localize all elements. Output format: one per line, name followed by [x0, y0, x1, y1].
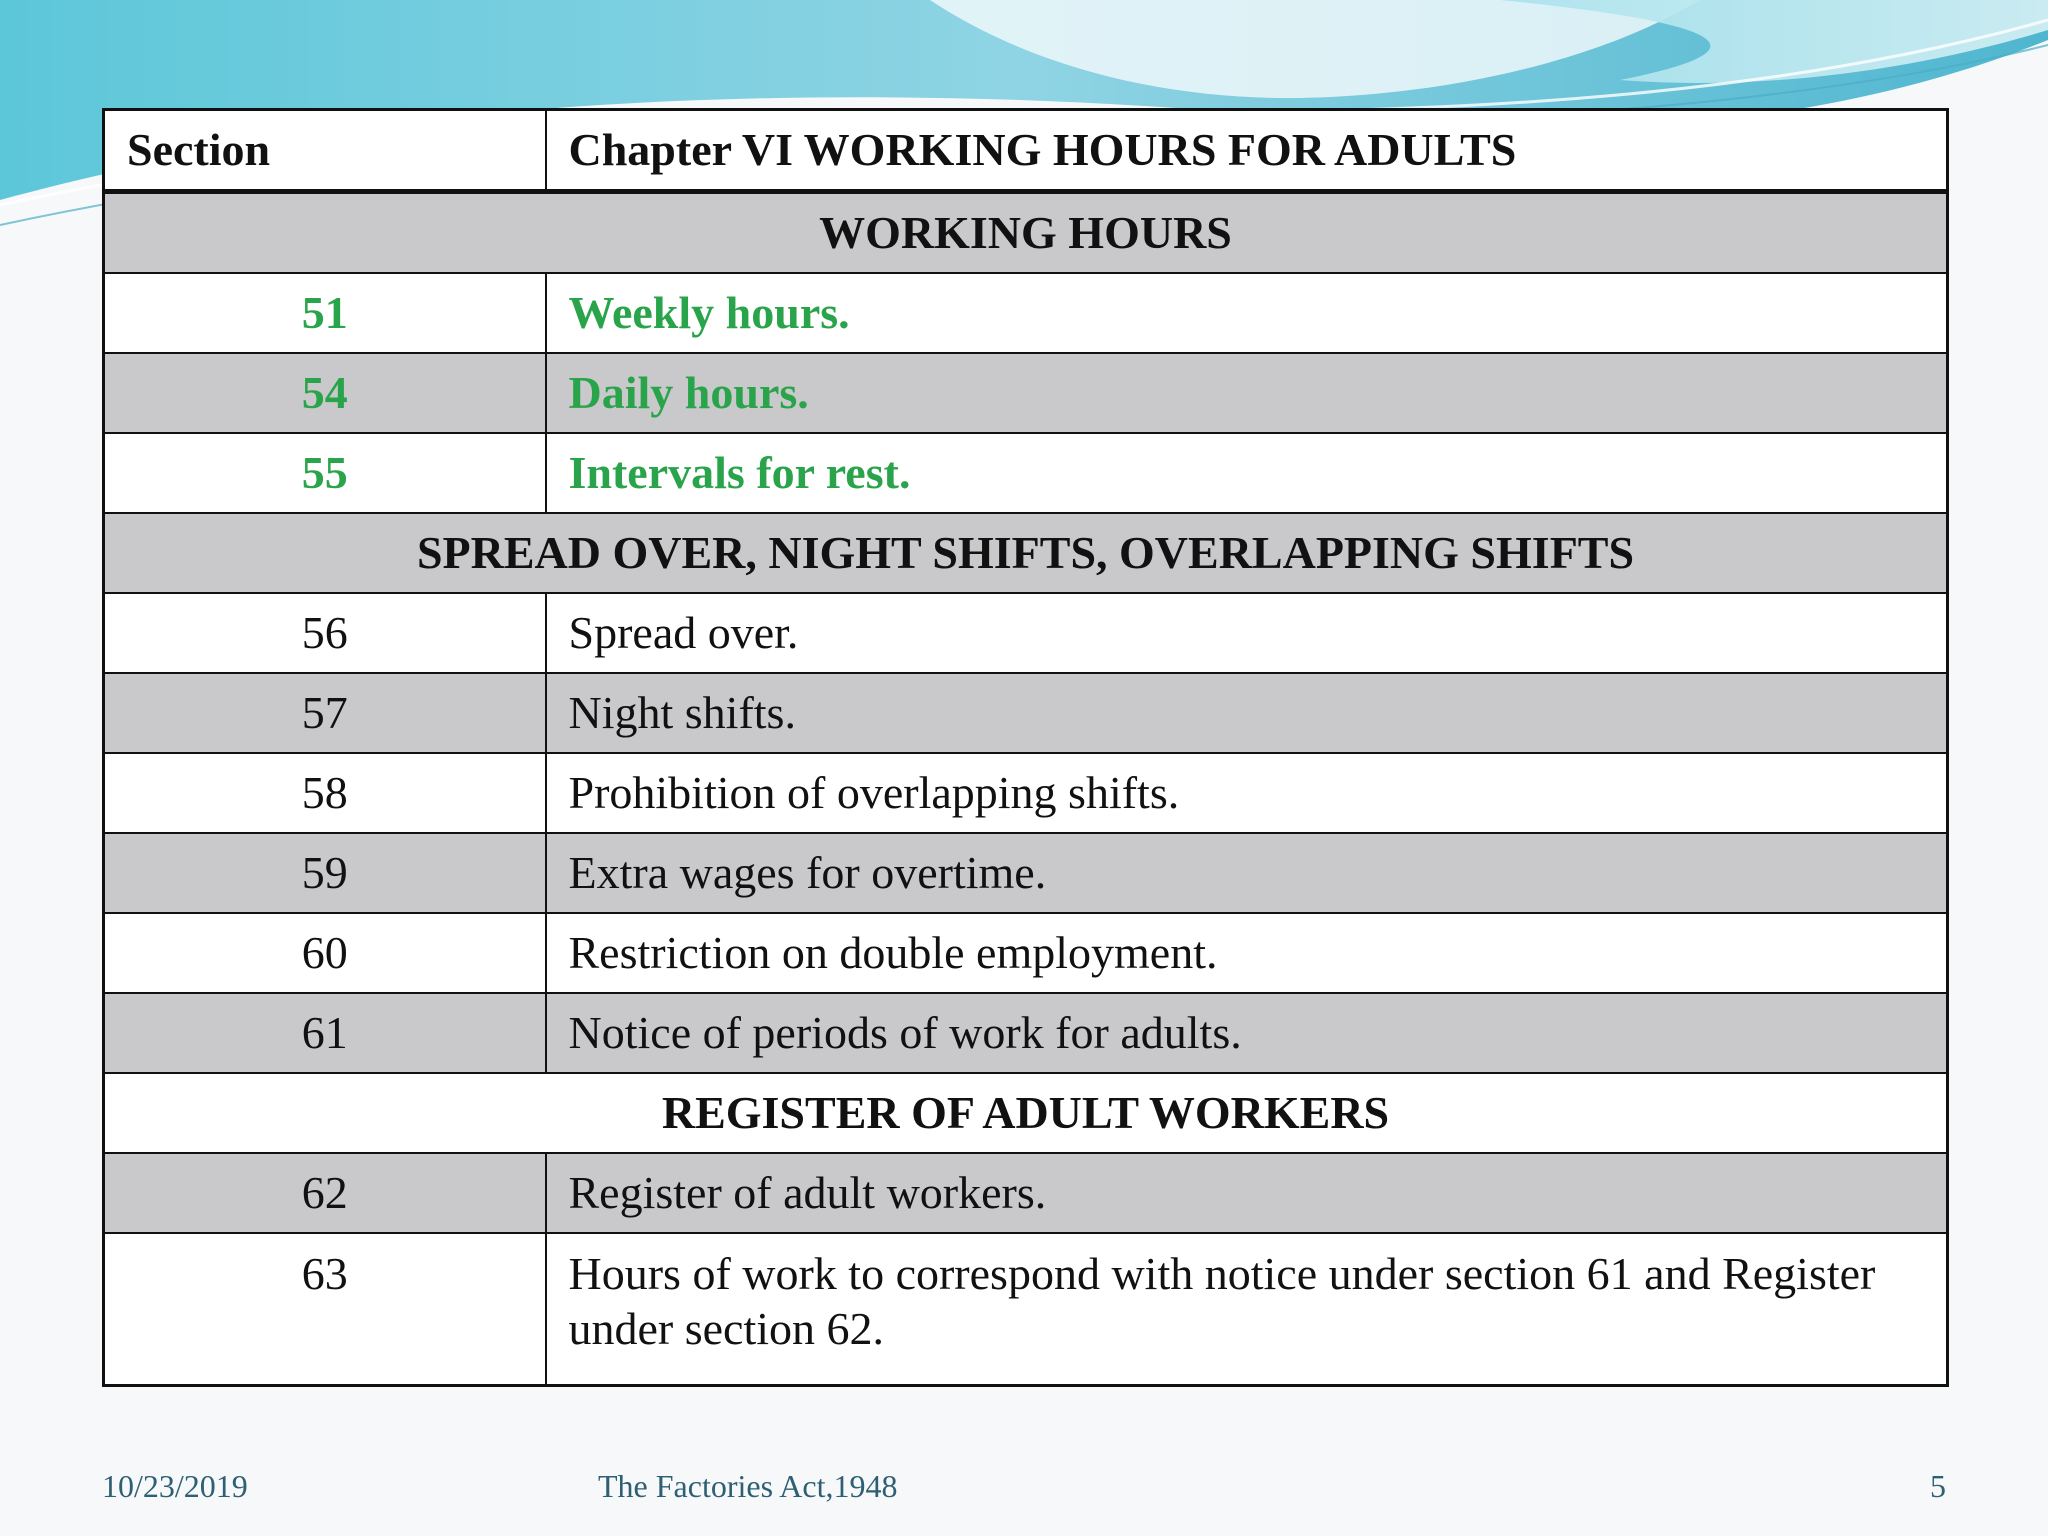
footer-title: The Factories Act,1948	[598, 1468, 898, 1504]
section-title: Prohibition of overlapping shifts.	[546, 753, 1948, 833]
table-row	[104, 593, 1948, 673]
table-row	[104, 753, 1948, 833]
footer-date: 10/23/2019	[102, 1468, 248, 1504]
group-title: WORKING HOURS	[104, 192, 1948, 274]
section-number: 57	[104, 673, 546, 753]
table-row	[104, 1233, 1948, 1386]
section-title: Hours of work to correspond with notice under section 61 and Register under section 62.	[546, 1233, 1948, 1386]
sections-table	[102, 108, 1949, 1387]
section-title: Register of adult workers.	[546, 1153, 1948, 1233]
section-title: Spread over.	[546, 593, 1948, 673]
table-header-row	[104, 110, 1948, 192]
header-section: Section	[104, 110, 546, 192]
section-number: 61	[104, 993, 546, 1073]
group-title: SPREAD OVER, NIGHT SHIFTS, OVERLAPPING SHIFTS	[104, 513, 1948, 593]
table-row	[104, 993, 1948, 1073]
group-row	[104, 513, 1948, 593]
section-number: 54	[104, 353, 546, 433]
section-number: 55	[104, 433, 546, 513]
section-number: 56	[104, 593, 546, 673]
section-title: Intervals for rest.	[546, 433, 1948, 513]
group-title: REGISTER OF ADULT WORKERS	[104, 1073, 1948, 1153]
header-chapter: Chapter VI WORKING HOURS FOR ADULTS	[546, 110, 1948, 192]
section-title: Daily hours.	[546, 353, 1948, 433]
section-number: 62	[104, 1153, 546, 1233]
table-row	[104, 833, 1948, 913]
section-title: Notice of periods of work for adults.	[546, 993, 1948, 1073]
section-title: Night shifts.	[546, 673, 1948, 753]
table-row	[104, 673, 1948, 753]
page-number: 5	[1930, 1468, 1946, 1504]
table-row	[104, 433, 1948, 513]
table-row	[104, 353, 1948, 433]
group-row	[104, 192, 1948, 274]
section-number: 51	[104, 273, 546, 353]
section-title: Weekly hours.	[546, 273, 1948, 353]
section-title: Extra wages for overtime.	[546, 833, 1948, 913]
section-number: 60	[104, 913, 546, 993]
section-number: 58	[104, 753, 546, 833]
group-row	[104, 1073, 1948, 1153]
section-title: Restriction on double employment.	[546, 913, 1948, 993]
table-row	[104, 273, 1948, 353]
table-row	[104, 913, 1948, 993]
section-number: 63	[104, 1233, 546, 1386]
table-row	[104, 1153, 1948, 1233]
section-number: 59	[104, 833, 546, 913]
